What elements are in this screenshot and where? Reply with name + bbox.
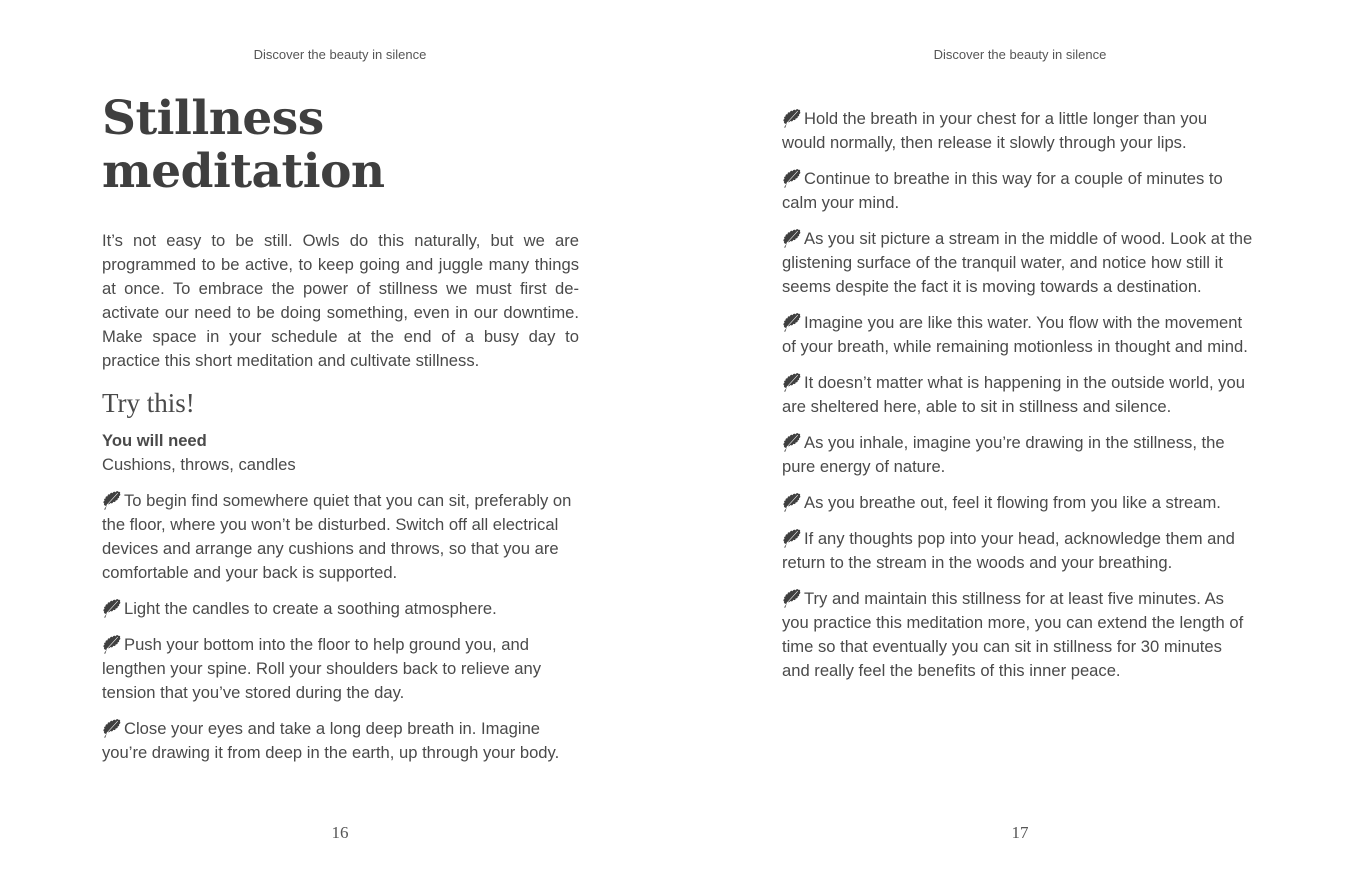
subheading: Try this!	[102, 388, 195, 418]
step-text: As you breathe out, feel it flowing from you like a stream.	[804, 493, 1221, 512]
oak-leaf-icon	[782, 167, 801, 188]
oak-leaf-icon	[782, 371, 801, 392]
list-item	[782, 107, 1254, 155]
list-item	[782, 431, 1254, 479]
list-item	[782, 587, 1254, 683]
you-will-need-label: You will need	[102, 431, 207, 450]
oak-leaf-icon	[782, 527, 801, 548]
list-item	[102, 597, 579, 621]
list-item	[782, 311, 1254, 359]
left-column	[102, 229, 579, 777]
oak-leaf-icon	[102, 489, 121, 510]
page-number-left: 16	[331, 823, 349, 842]
step-text: If any thoughts pop into your head, acknowledge them and return to the stream in the woods and your breathing.	[782, 529, 1235, 572]
step-text: Hold the breath in your chest for a little longer than you would normally, then release it slowly through your lips.	[782, 109, 1208, 152]
step-text: It doesn’t matter what is happening in the outside world, you are sheltered here, able to sit in stillness and silence.	[782, 373, 1245, 416]
you-will-need-items: Cushions, throws, candles	[102, 455, 296, 474]
oak-leaf-icon	[782, 587, 801, 608]
list-item	[102, 489, 579, 585]
oak-leaf-icon	[782, 431, 801, 452]
oak-leaf-icon	[782, 491, 801, 512]
steps-list-left	[102, 489, 579, 765]
list-item	[782, 167, 1254, 215]
right-column	[782, 107, 1254, 695]
step-text: As you inhale, imagine you’re drawing in the stillness, the pure energy of nature.	[782, 433, 1225, 476]
oak-leaf-icon	[782, 311, 801, 332]
oak-leaf-icon	[102, 597, 121, 618]
left-page	[0, 0, 680, 879]
oak-leaf-icon	[782, 107, 801, 128]
right-page	[680, 0, 1361, 879]
oak-leaf-icon	[102, 633, 121, 654]
list-item	[782, 527, 1254, 575]
list-item	[102, 633, 579, 705]
step-text: To begin find somewhere quiet that you can sit, preferably on the floor, where you won’t be disturbed. Switch off all electrical devices and arrange any cushions and throws, so that you are comfortable and your back is supported.	[102, 491, 572, 582]
oak-leaf-icon	[102, 717, 121, 738]
intro-paragraph: It’s not easy to be still. Owls do this naturally, but we are programmed to be active, to keep going and juggle many things at once. To embrace the power of stillness we must first de-activate our need to be doing something, even in our downtime. Make space in your schedule at the end of a busy day to practice this short meditation and cultivate stillness.	[102, 231, 579, 370]
step-text: Try and maintain this stillness for at least five minutes. As you practice this meditation more, you can extend the length of time so that eventually you can sit in stillness for 30 minutes and really feel the benefits of this inner peace.	[782, 589, 1244, 680]
list-item	[782, 491, 1254, 515]
page-title	[102, 92, 602, 198]
running-head-right: Discover the beauty in silence	[933, 47, 1107, 62]
step-text: Imagine you are like this water. You flow with the movement of your breath, while remaining motionless in thought and mind.	[782, 313, 1248, 356]
step-text: Continue to breathe in this way for a couple of minutes to calm your mind.	[782, 169, 1223, 212]
title-line-2: meditation	[102, 144, 385, 199]
step-text: Light the candles to create a soothing atmosphere.	[124, 599, 497, 618]
steps-list-right	[782, 107, 1254, 683]
oak-leaf-icon	[782, 227, 801, 248]
list-item	[102, 717, 579, 765]
step-text: Close your eyes and take a long deep breath in. Imagine you’re drawing it from deep in the earth, up through your body.	[102, 719, 560, 762]
running-head-left: Discover the beauty in silence	[253, 47, 427, 62]
list-item	[782, 371, 1254, 419]
list-item	[782, 227, 1254, 299]
title-line-1: Stillness	[102, 91, 324, 146]
step-text: As you sit picture a stream in the middle of wood. Look at the glistening surface of the tranquil water, and notice how still it seems despite the fact it is moving towards a destination.	[782, 229, 1253, 296]
page-number-right: 17	[1011, 823, 1029, 842]
step-text: Push your bottom into the floor to help ground you, and lengthen your spine. Roll your shoulders back to relieve any tension that you’ve stored during the day.	[102, 635, 542, 702]
